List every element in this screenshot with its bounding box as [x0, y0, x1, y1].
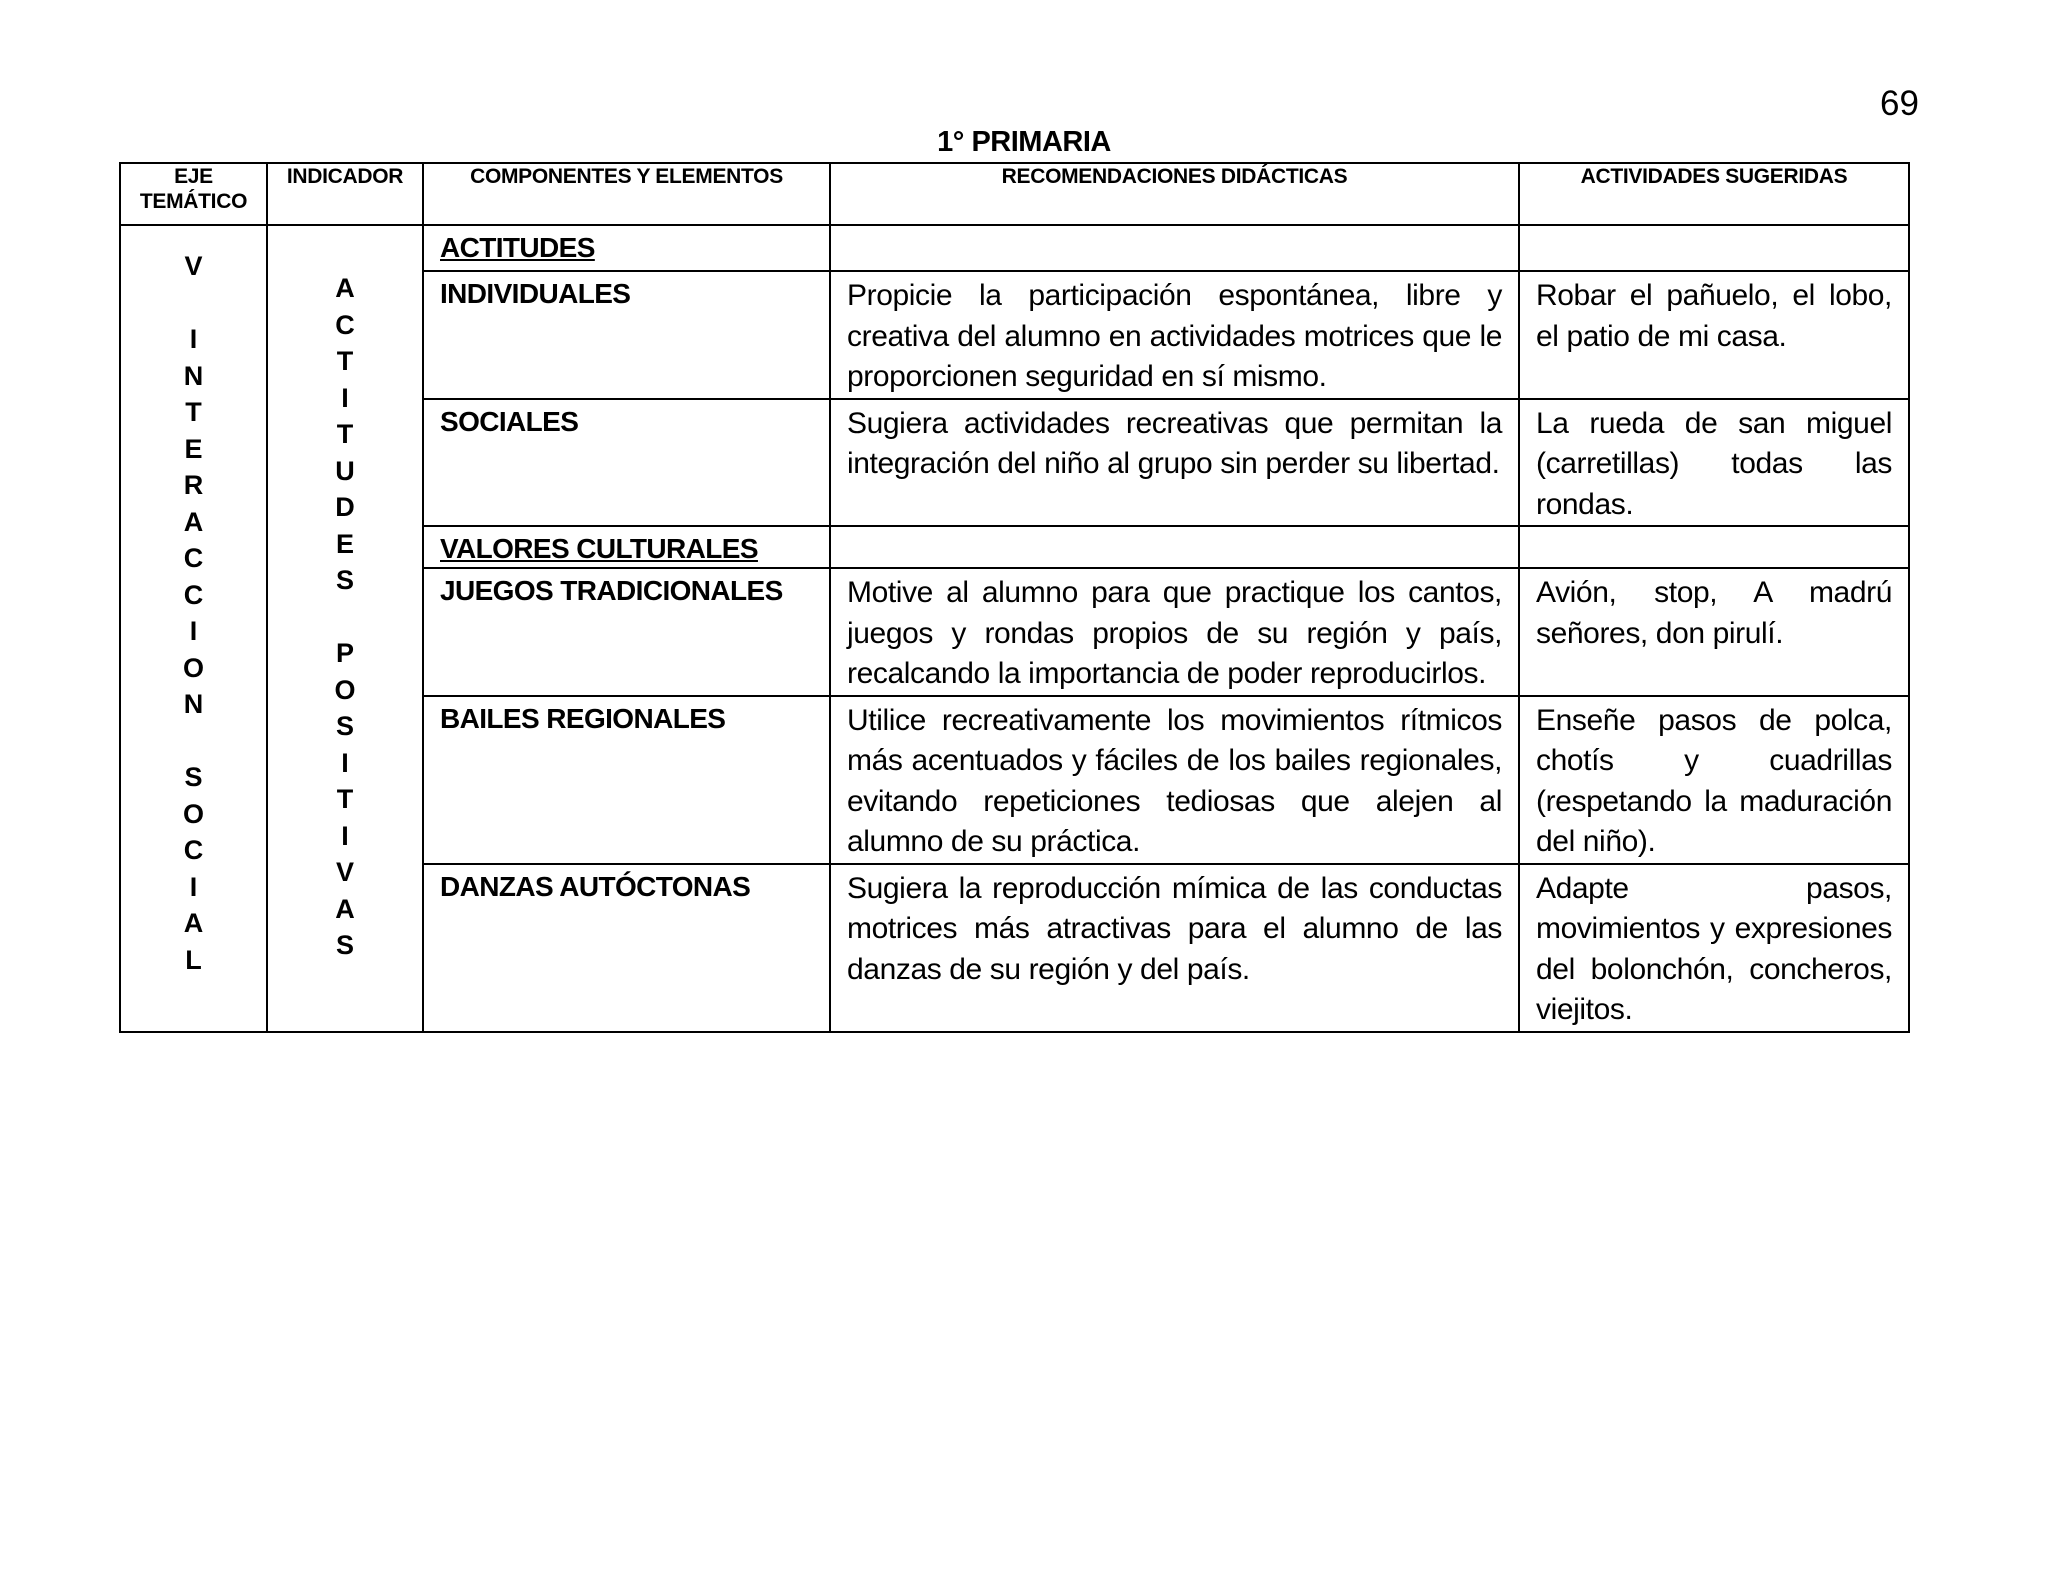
eje-tematico-cell	[120, 225, 267, 1032]
activity-cell	[1519, 225, 1909, 271]
recommendation-text	[831, 527, 1518, 531]
table-header-row	[120, 163, 1909, 225]
recommendation-cell	[830, 864, 1519, 1032]
recommendation-cell	[830, 696, 1519, 864]
recommendation-text: Motive al alumno para que practique los cantos, juegos y rondas propios de su región y país, recalcando la importancia de poder reproducirlos.	[847, 576, 1502, 690]
activity-text	[1520, 226, 1908, 230]
component-label: ACTITUDES	[440, 232, 595, 263]
activity-cell	[1519, 526, 1909, 568]
component-label: INDIVIDUALES	[440, 278, 631, 309]
activity-text	[1520, 527, 1908, 531]
component-label: VALORES CULTURALES	[440, 533, 758, 564]
indicador-vertical-text: A C T I T U D E S P O S I T I V A S	[334, 273, 356, 960]
activity-text: Adapte pasos, movimientos y expresiones del bolonchón, concheros, viejitos.	[1536, 871, 1892, 1026]
activity-text: Robar el pañuelo, el lobo, el patio de mi casa.	[1536, 279, 1892, 353]
indicador-cell	[267, 225, 423, 1032]
component-cell	[423, 696, 830, 864]
component-label: SOCIALES	[440, 405, 579, 437]
component-cell	[423, 271, 830, 399]
recommendation-cell	[830, 271, 1519, 399]
component-label: BAILES REGIONALES	[440, 702, 726, 734]
page-number: 69	[1880, 84, 1919, 123]
recommendation-text: Sugiera la reproducción mímica de las conductas motrices más atractivas para el alumno de las danzas de su región y del país.	[847, 871, 1502, 986]
page-title: 1° PRIMARIA	[937, 126, 1111, 158]
component-cell	[423, 225, 830, 271]
activity-text: Avión, stop, A madrú señores, don pirulí.	[1536, 576, 1892, 650]
activity-text: Enseñe pasos de polca, chotís y cuadrillas (respetando la maduración del niño).	[1536, 703, 1892, 858]
header-indicador: INDICADOR	[267, 163, 423, 225]
recommendation-text: Utilice recreativamente los movimientos rítmicos más acentuados y fáciles de los bailes regionales, evitando repeticiones tediosas que alejen al alumno de su práctica.	[847, 703, 1502, 858]
recommendation-cell	[830, 526, 1519, 568]
curriculum-table	[119, 162, 1910, 1033]
recommendation-cell	[830, 399, 1519, 527]
recommendation-cell	[830, 568, 1519, 696]
recommendation-text	[831, 226, 1518, 230]
recommendation-text: Sugiera actividades recreativas que permitan la integración del niño al grupo sin perder su libertad.	[847, 406, 1502, 480]
component-label: DANZAS AUTÓCTONAS	[440, 870, 751, 902]
eje-tematico-vertical-text: V I N T E R A C C I O N S O C I A L	[182, 251, 204, 975]
activity-cell	[1519, 568, 1909, 696]
activity-cell	[1519, 696, 1909, 864]
component-cell	[423, 864, 830, 1032]
component-cell	[423, 526, 830, 568]
activity-text: La rueda de san miguel (carretillas) todas las rondas.	[1536, 406, 1892, 521]
recommendation-text: Propicie la participación espontánea, libre y creativa del alumno en actividades motrices que le proporcionen seguridad en sí mismo.	[847, 279, 1502, 393]
header-actividades: ACTIVIDADES SUGERIDAS	[1519, 163, 1909, 225]
activity-cell	[1519, 864, 1909, 1032]
header-recomendaciones: RECOMENDACIONES DIDÁCTICAS	[830, 163, 1519, 225]
component-label: JUEGOS TRADICIONALES	[440, 575, 783, 606]
activity-cell	[1519, 399, 1909, 527]
recommendation-cell	[830, 225, 1519, 271]
table-row	[120, 225, 1909, 271]
header-eje-tematico: EJE TEMÁTICO	[120, 163, 267, 225]
component-cell	[423, 568, 830, 696]
component-cell	[423, 399, 830, 527]
header-componentes: COMPONENTES Y ELEMENTOS	[423, 163, 830, 225]
activity-cell	[1519, 271, 1909, 399]
